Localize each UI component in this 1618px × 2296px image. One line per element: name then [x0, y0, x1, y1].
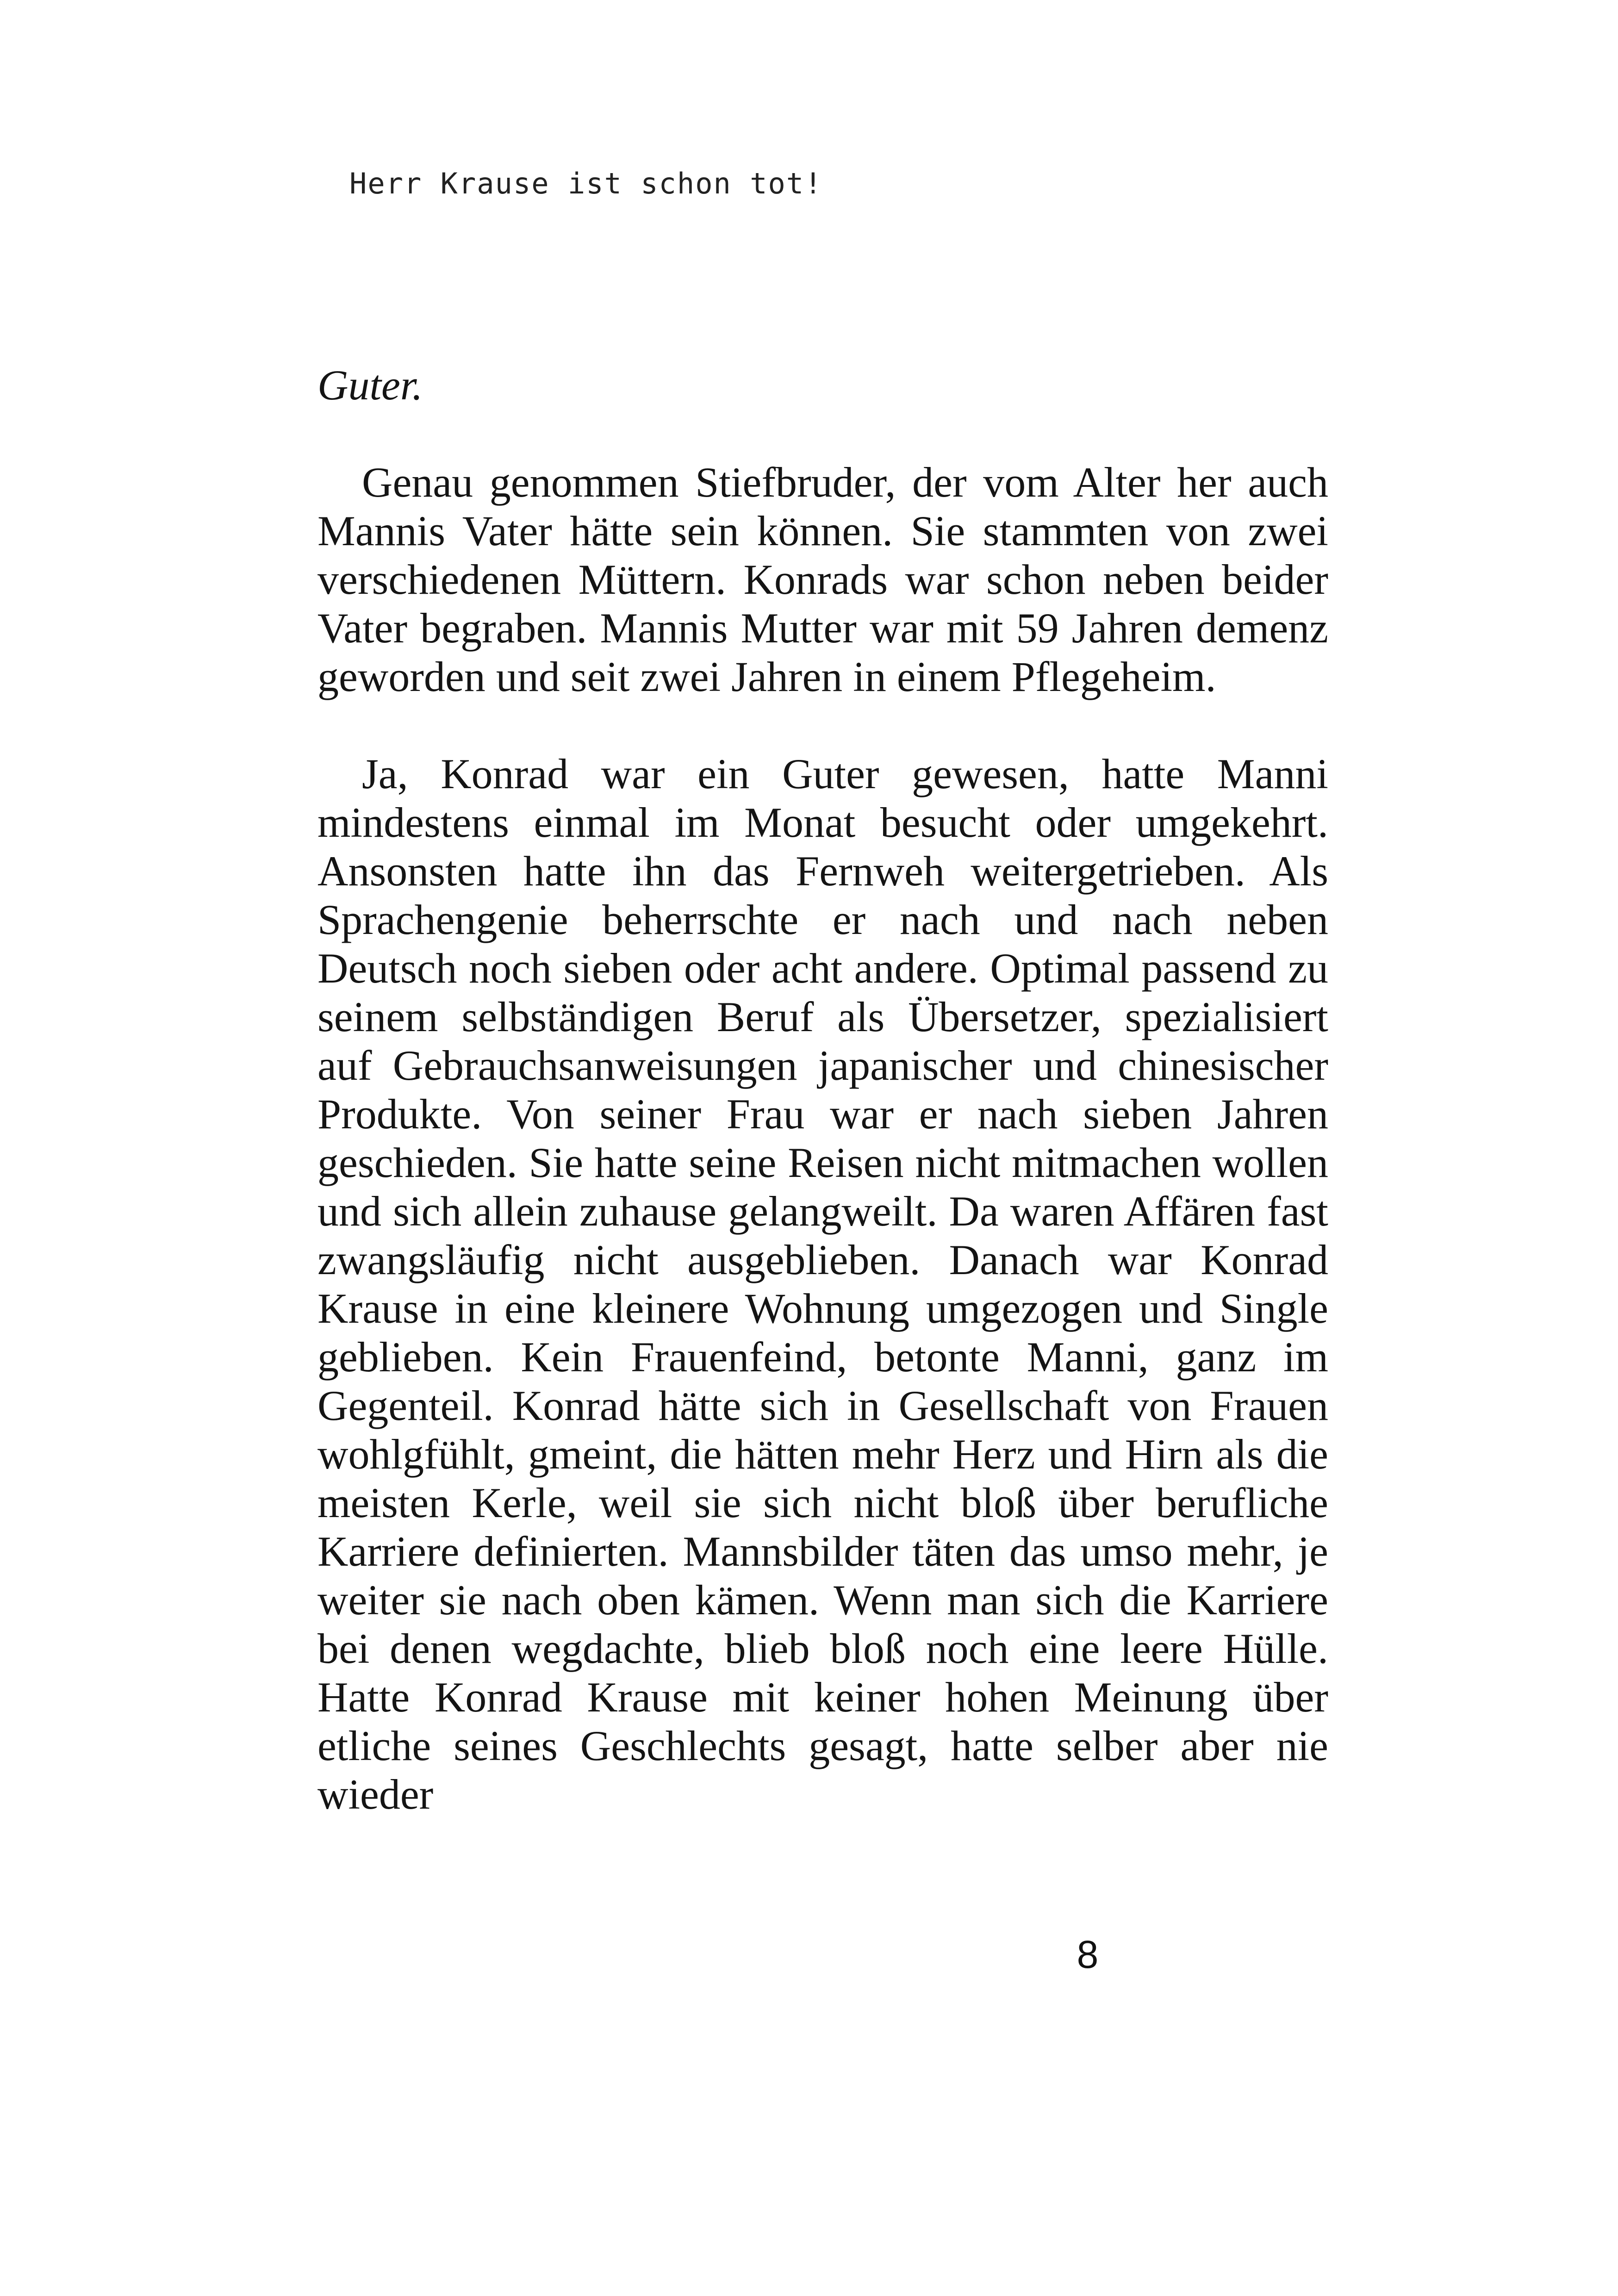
paragraph: Genau genommen Stiefbruder, der vom Alter her auch Mannis Vater hätte sein können. Sie stammten von zwei verschiedenen Müttern. Konrads war schon neben beider Vater begraben. Mannis Mutter war mit 59 Jahren demenz geworden und seit zwei Jahren in einem Pflegeheim. [317, 459, 1328, 700]
running-header: Herr Krause ist schon tot! [349, 167, 823, 200]
paragraph: Ja, Konrad war ein Guter gewesen, hatte Manni mindestens einmal im Monat besucht oder umgekehrt. Ansonsten hatte ihn das Fernweh weitergetrieben. Als Sprachengenie beherrschte er nach und nach neben Deutsch noch sieben oder acht andere. Optimal passend zu seinem selbständigen Beruf als Übersetzer, spezialisiert auf Gebrauchsanweisungen japanischer und chinesischer Produkte. Von seiner Frau war er nach sieben Jahren geschieden. Sie hatte seine Reisen nicht mitmachen wollen und sich allein zuhause gelangweilt. Da waren Affären fast zwangsläufig nicht ausgeblieben. Danach war Konrad Krause in eine kleinere Wohnung umgezogen und Single geblieben. Kein Frauenfeind, betonte Manni, ganz im Gegenteil. Konrad hätte sich in Gesellschaft von Frauen wohlgfühlt, gmeint, die hätten mehr Herz und Hirn als die meisten Kerle, weil sie sich nicht bloß über berufliche Karriere definierten. Mannsbilder täten das umso mehr, je weiter sie nach oben kämen. Wenn man sich die Karriere bei denen wegdachte, blieb bloß noch eine leere Hülle. Hatte Konrad Krause mit keiner hohen Meinung über etliche seines Geschlechts gesagt, hatte selber aber nie wieder [317, 750, 1328, 1818]
opening-line: Guter. [317, 361, 423, 409]
body-text [317, 361, 1328, 1819]
page-number: 8 [1077, 1933, 1099, 1976]
